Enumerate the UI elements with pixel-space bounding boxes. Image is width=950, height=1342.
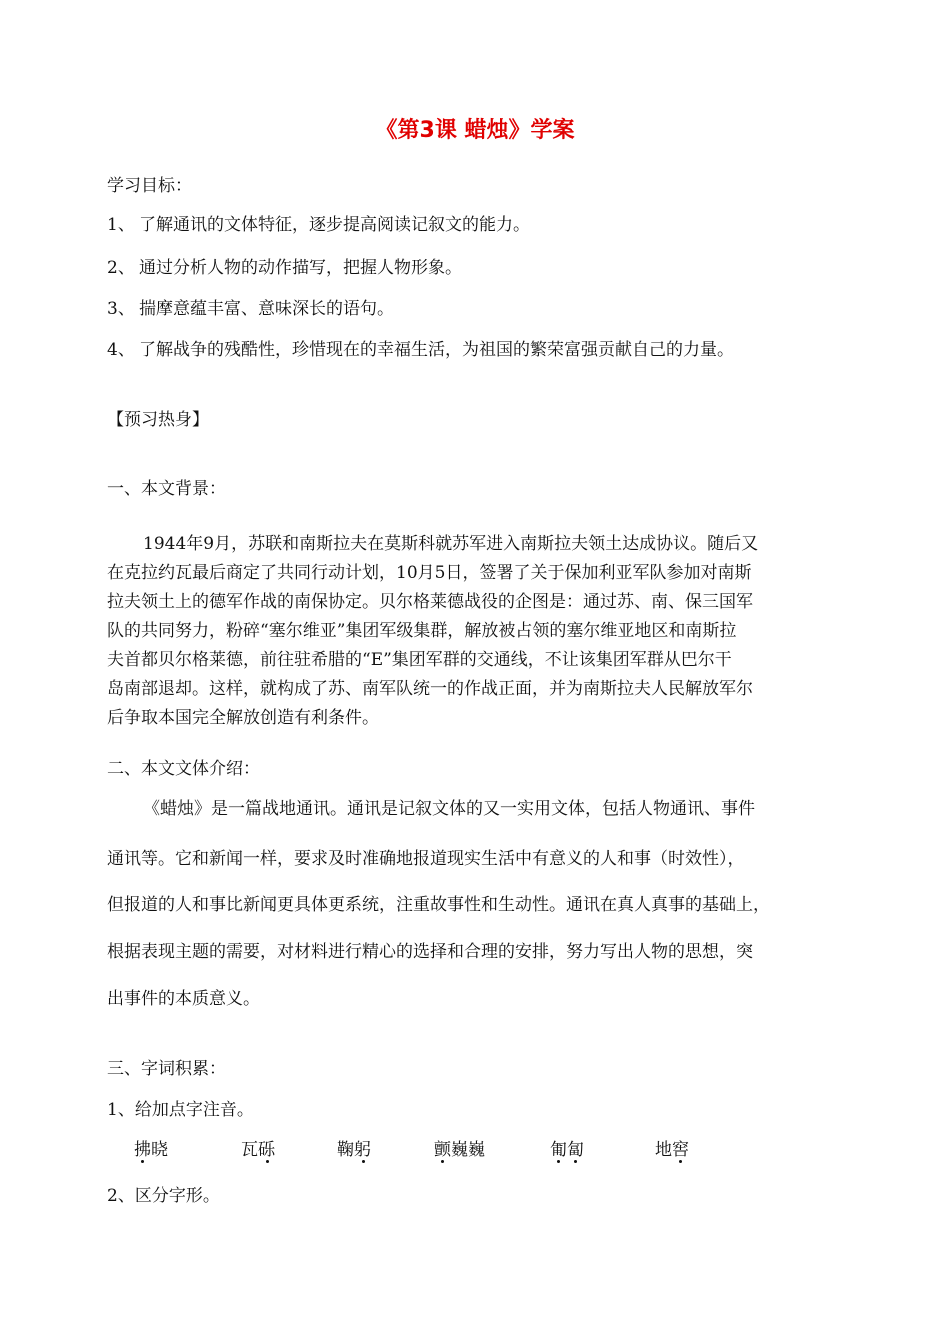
- objective-text: 了解通讯的文体特征，逐步提高阅读记叙文的能力。: [139, 215, 530, 235]
- objective-number: 3、: [107, 299, 135, 319]
- vocab-word: 颤巍巍: [434, 1140, 485, 1160]
- objective-number: 1、: [107, 215, 135, 235]
- objectives-heading: 学习目标：: [107, 176, 192, 196]
- vocab-heading: 三、字词积累：: [107, 1059, 226, 1079]
- objective-item-1: [107, 213, 530, 237]
- objective-item-3: [107, 297, 394, 321]
- genre-line: 根据表现主题的需要，对材料进行精心的选择和合理的安排，努力写出人物的思想，突: [107, 942, 753, 962]
- objective-text: 了解战争的残酷性，珍惜现在的幸福生活，为祖国的繁荣富强贡献自己的力量。: [139, 340, 734, 360]
- objective-text: 揣摩意蕴丰富、意味深长的语句。: [139, 299, 394, 319]
- preview-heading: 【预习热身】: [107, 410, 209, 430]
- vocab-question-1: 1、给加点字注音。: [107, 1100, 254, 1120]
- vocab-word: 匍匐: [550, 1140, 584, 1160]
- page-title: 《第3课 蜡烛》学案: [375, 118, 575, 143]
- vocab-word: 拂晓: [134, 1140, 168, 1160]
- genre-line: 通讯等。它和新闻一样，要求及时准确地报道现实生活中有意义的人和事（时效性），: [107, 849, 745, 869]
- objective-text: 通过分析人物的动作描写，把握人物形象。: [139, 258, 462, 278]
- background-line: 夫首都贝尔格莱德，前往驻希腊的“E”集团军群的交通线，不让该集团军群从巴尔干: [107, 650, 732, 670]
- genre-line: 但报道的人和事比新闻更具体更系统，注重故事性和生动性。通讯在真人真事的基础上，: [107, 895, 770, 915]
- background-heading: 一、本文背景：: [107, 479, 226, 499]
- emphasis-dot: [141, 1160, 144, 1163]
- genre-line: 《蜡烛》是一篇战地通讯。通讯是记叙文体的又一实用文体，包括人物通讯、事件: [143, 799, 755, 819]
- objective-item-2: [107, 256, 462, 280]
- emphasis-dot: [441, 1160, 444, 1163]
- emphasis-dot: [574, 1160, 577, 1163]
- emphasis-dot: [266, 1160, 269, 1163]
- vocab-word: 鞠躬: [337, 1140, 371, 1160]
- objective-item-4: [107, 338, 734, 362]
- background-line: 在克拉约瓦最后商定了共同行动计划，10月5日，签署了关于保加利亚军队参加对南斯: [107, 563, 752, 583]
- genre-heading: 二、本文文体介绍：: [107, 759, 260, 779]
- objective-number: 4、: [107, 340, 135, 360]
- vocab-word: 瓦砾: [241, 1140, 275, 1160]
- background-line: 后争取本国完全解放创造有利条件。: [107, 708, 379, 728]
- background-line: 拉夫领土上的德军作战的南保协定。贝尔格莱德战役的企图是：通过苏、南、保三国军: [107, 592, 753, 612]
- objective-number: 2、: [107, 258, 135, 278]
- background-line: 岛南部退却。这样，就构成了苏、南军队统一的作战正面，并为南斯拉夫人民解放军尔: [107, 679, 753, 699]
- background-line: 队的共同努力，粉碎“塞尔维亚”集团军级集群，解放被占领的塞尔维亚地区和南斯拉: [107, 621, 737, 641]
- emphasis-dot: [362, 1160, 365, 1163]
- genre-line: 出事件的本质意义。: [107, 989, 260, 1009]
- background-line: 1944年9月，苏联和南斯拉夫在莫斯科就苏军进入南斯拉夫领土达成协议。随后又: [143, 534, 759, 554]
- emphasis-dot: [557, 1160, 560, 1163]
- vocab-question-2: 2、区分字形。: [107, 1186, 220, 1206]
- vocab-word: 地窖: [655, 1140, 689, 1160]
- emphasis-dot: [679, 1160, 682, 1163]
